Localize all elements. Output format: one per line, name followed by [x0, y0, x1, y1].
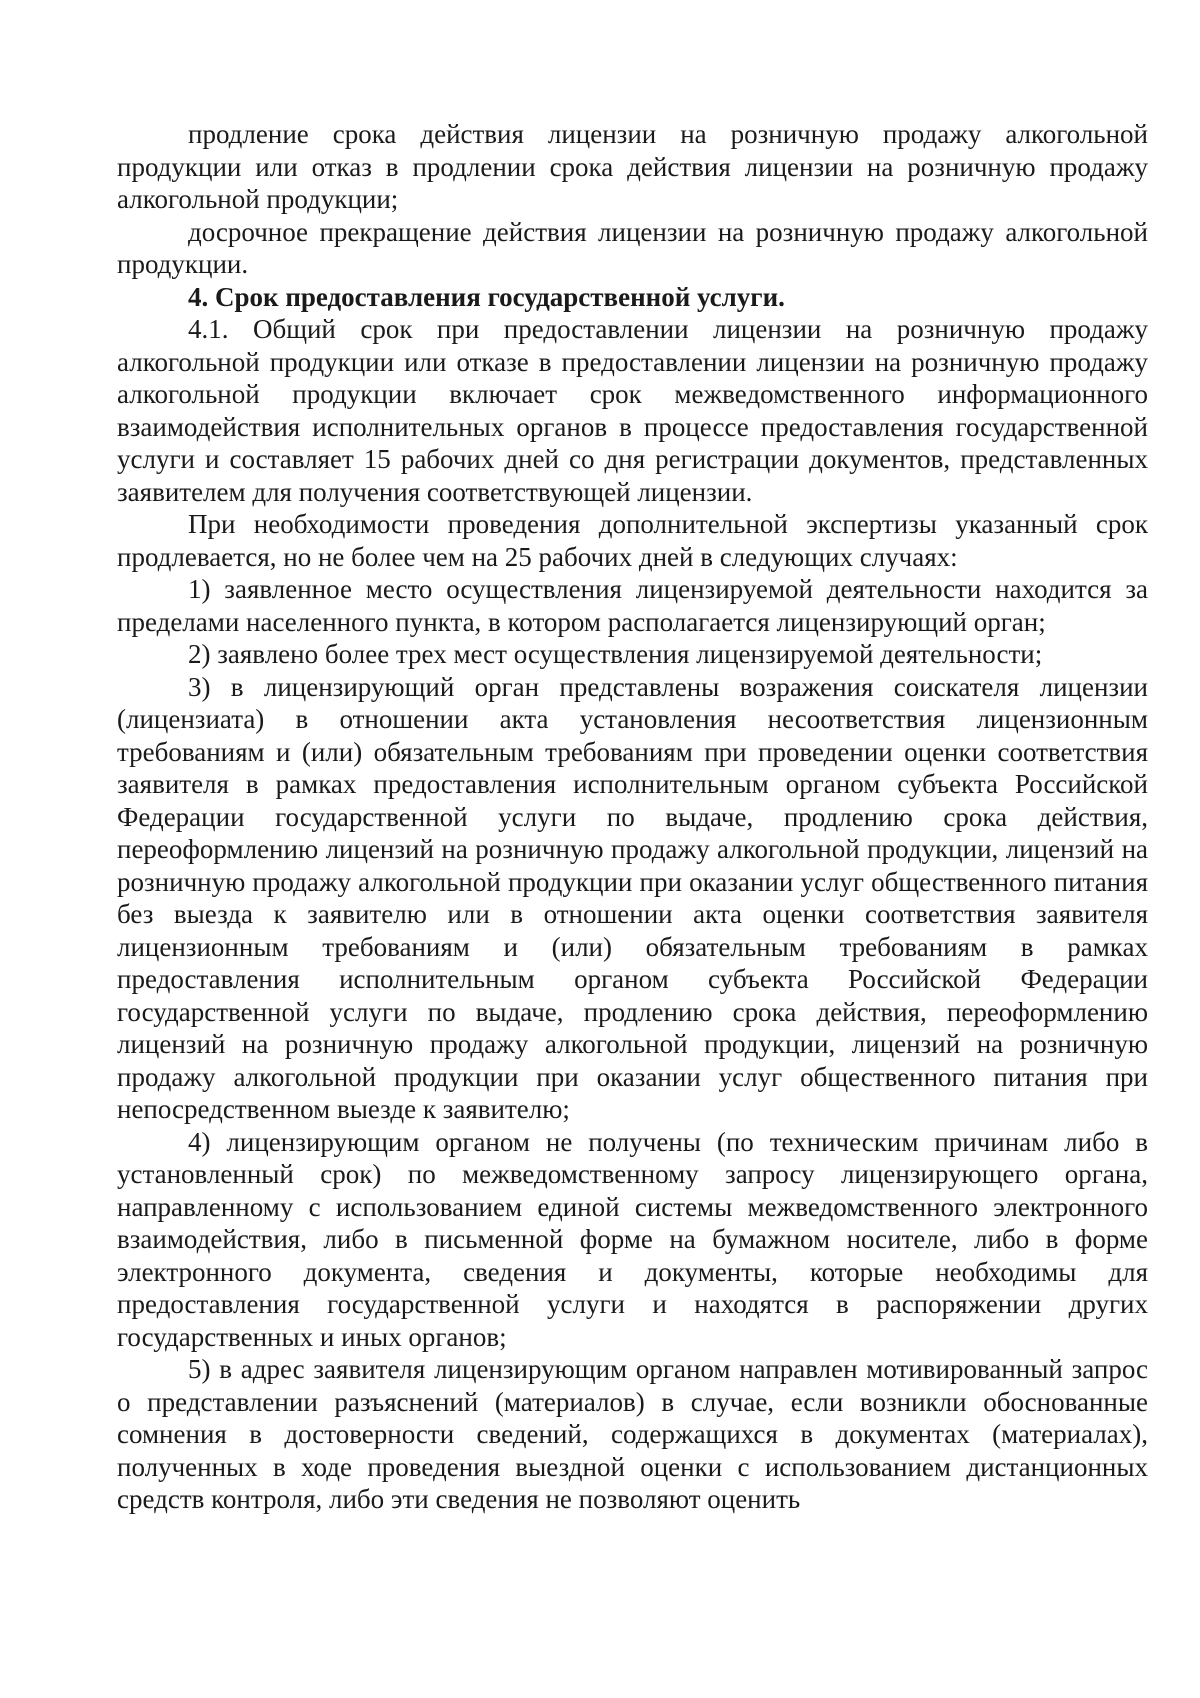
list-item-1: 1) заявленное место осуществления лицензируемой деятельности находится за пределами населенного пункта, в котором располагается лицензирующий орган;	[117, 574, 1148, 637]
paragraph-extension: При необходимости проведения дополнительной экспертизы указанный срок продлевается, но не более чем на 25 рабочих дней в следующих случаях:	[117, 509, 1148, 572]
list-item-2: 2) заявлено более трех мест осуществления лицензируемой деятельности;	[188, 639, 1043, 669]
section-heading: 4. Срок предоставления государственной услуги.	[188, 281, 785, 312]
paragraph-early-termination: досрочное прекращение действия лицензии на розничную продажу алкогольной продукции.	[117, 216, 1148, 279]
list-item-3: 3) в лицензирующий орган представлены возражения соискателя лицензии (лицензиата) в отношении акта установления несоответствия лицензионным требованиям и (или) обязательным требованиям при проведении оценки соответствия заявителя в рамках предоставления исполнительным органом субъекта Российской Федерации государственной услуги по выдаче, продлению срока действия, переоформлению лицензий на розничную продажу алкогольной продукции, лицензий на розничную продажу алкогольной продукции при оказании услуг общественного питания без выезда к заявителю или в отношении акта оценки соответствия заявителя лицензионным требованиям и (или) обязательным требованиям в рамках предоставления исполнительным органом субъекта Российской Федерации государственной услуги по выдаче, продлению срока действия, переоформлению лицензий на розничную продажу алкогольной продукции, лицензий на розничную продажу алкогольной продукции при оказании услуг общественного питания при непосредственном выезде к заявителю;	[117, 671, 1148, 1124]
paragraph-4-1: 4.1. Общий срок при предоставлении лицензии на розничную продажу алкогольной продукции или отказе в предоставлении лицензии на розничную продажу алкогольной продукции включает срок межведомственного информационного взаимодействия исполнительных органов в процессе предоставления государственной услуги и составляет 15 рабочих дней со дня регистрации документов, представленных заявителем для получения соответствующей лицензии.	[117, 314, 1148, 507]
paragraph-renewal: продление срока действия лицензии на розничную продажу алкогольной продукции или отказ в продлении срока действия лицензии на розничную продажу алкогольной продукции;	[117, 119, 1148, 214]
list-item-4: 4) лицензирующим органом не получены (по техническим причинам либо в установленный срок) по межведомственному запросу лицензирующего органа, направленному с использованием единой системы межведомственного электронного взаимодействия, либо в письменной форме на бумажном носителе, либо в форме электронного документа, сведения и документы, которые необходимы для предоставления государственной услуги и находятся в распоряжении других государственных и иных органов;	[117, 1126, 1148, 1352]
list-item-5: 5) в адрес заявителя лицензирующим органом направлен мотивированный запрос о представлении разъяснений (материалов) в случае, если возникли обоснованные сомнения в достоверности сведений, содержащихся в документах (материалах), полученных в ходе проведения выездной оценки с использованием дистанционных средств контроля, либо эти сведения не позволяют оценить	[117, 1354, 1148, 1514]
document-body	[117, 118, 1148, 1516]
